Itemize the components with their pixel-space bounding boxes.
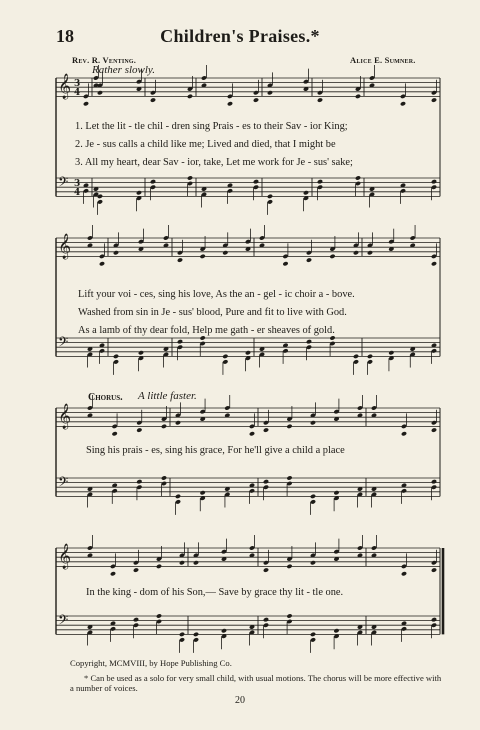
notehead: [306, 257, 312, 262]
system4-chorus: In the king - dom of his Son,— Save by grace thy lit - tle one.: [86, 587, 344, 598]
notehead: [110, 571, 116, 576]
notehead: [113, 354, 119, 359]
notehead: [179, 560, 185, 565]
notehead: [333, 628, 339, 633]
notehead: [317, 179, 323, 184]
system3-chorus: Sing his prais - es, sing his grace, For he'll give a child a place: [86, 445, 345, 456]
notehead: [253, 97, 259, 102]
notehead: [431, 427, 437, 432]
treble-clef: 𝄞: [58, 234, 72, 259]
notehead: [150, 179, 156, 184]
system2-verse3: As a lamb of thy dear fold, Help me gath - er sheaves of gold.: [78, 325, 335, 336]
notehead: [156, 613, 162, 618]
notehead: [431, 617, 437, 622]
bass-clef: 𝄢: [58, 474, 69, 493]
notehead: [353, 250, 359, 255]
notehead: [193, 632, 199, 637]
notehead: [161, 424, 167, 429]
notehead: [401, 431, 407, 436]
notehead: [310, 420, 316, 425]
notehead: [227, 101, 233, 106]
notehead: [97, 90, 103, 95]
notehead: [221, 628, 227, 633]
notehead: [156, 564, 162, 569]
time-signature-top: 3: [74, 179, 81, 189]
lyricist-credit: Alice E. Sumner.: [350, 55, 416, 65]
notehead: [99, 261, 105, 266]
notehead: [263, 479, 269, 484]
notehead: [401, 571, 407, 576]
notehead: [177, 257, 183, 262]
system2-verse1: Lift your voi - ces, sing his love, As the an - gel - ic choir a - bove.: [78, 289, 355, 300]
notehead: [193, 560, 199, 565]
notehead: [431, 261, 437, 266]
notehead: [329, 254, 335, 259]
notehead: [267, 194, 273, 199]
bass-clef: 𝄢: [58, 334, 69, 353]
notehead: [333, 490, 339, 495]
chorus-label: Chorus.: [88, 392, 123, 403]
notehead: [263, 427, 269, 432]
notehead: [200, 254, 206, 259]
notehead: [133, 567, 139, 572]
notehead: [286, 564, 292, 569]
treble-clef: 𝄞: [58, 544, 72, 569]
notehead: [388, 350, 394, 355]
system1-verse2: 2. Je - sus calls a child like me; Lived and died, that I might be: [75, 139, 336, 150]
notehead: [136, 190, 142, 195]
notehead: [317, 97, 323, 102]
notehead: [310, 494, 316, 499]
notehead: [175, 420, 181, 425]
notehead: [353, 354, 359, 359]
notehead: [263, 567, 269, 572]
notehead: [355, 175, 361, 180]
notehead: [431, 179, 437, 184]
composer-credit: Rev. R. Venting.: [72, 55, 137, 65]
chorus-tempo: A little faster.: [138, 390, 197, 402]
notehead: [133, 617, 139, 622]
notehead: [310, 632, 316, 637]
notehead: [400, 101, 406, 106]
notehead: [200, 490, 206, 495]
treble-clef: 𝄞: [58, 404, 72, 429]
notehead: [253, 179, 259, 184]
page-number: 20: [235, 695, 245, 706]
time-signature-bottom: 4: [74, 88, 81, 98]
notehead: [245, 350, 251, 355]
notehead: [355, 94, 361, 99]
hymn-title: Children's Praises.*: [160, 26, 320, 46]
system1-verse3: 3. All my heart, dear Sav - ior, take, Let me work for Je - sus' sake;: [75, 157, 353, 168]
time-signature-top: 3: [74, 79, 81, 89]
notehead: [113, 250, 119, 255]
tempo-marking: Rather slowly.: [92, 64, 155, 76]
notehead: [175, 494, 181, 499]
notehead: [310, 560, 316, 565]
footnote: * Can be used as a solo for very small child, with usual motions. The chorus will be more effective with a number of voices.: [70, 673, 442, 693]
system2-verse2: Washed from sin in Je - sus' blood, Pure and fit to live with God.: [78, 307, 347, 318]
notehead: [249, 431, 255, 436]
notehead: [136, 427, 142, 432]
notehead: [286, 424, 292, 429]
hymn-number: 18: [56, 26, 74, 46]
notehead: [138, 350, 144, 355]
notehead: [367, 250, 373, 255]
notehead: [431, 479, 437, 484]
notehead: [187, 94, 193, 99]
notehead: [222, 250, 228, 255]
time-signature-bottom: 4: [74, 188, 81, 198]
notehead: [267, 90, 273, 95]
bass-clef: 𝄢: [58, 612, 69, 631]
system1-verse1: 1. Let the lit - tle chil - dren sing Prais - es to their Sav - ior King;: [75, 121, 348, 132]
notehead: [112, 431, 118, 436]
notehead: [263, 617, 269, 622]
notehead: [286, 613, 292, 618]
notehead: [161, 475, 167, 480]
notehead: [222, 354, 228, 359]
notehead: [431, 567, 437, 572]
notehead: [286, 475, 292, 480]
notehead: [179, 632, 185, 637]
notehead: [431, 97, 437, 102]
notehead: [367, 354, 373, 359]
notehead: [150, 97, 156, 102]
notehead: [303, 190, 309, 195]
notehead: [187, 175, 193, 180]
treble-clef: 𝄞: [58, 74, 72, 99]
copyright: Copyright, MCMVIII, by Hope Publishing Co.: [70, 658, 232, 668]
notehead: [83, 101, 89, 106]
notehead: [282, 261, 288, 266]
notehead: [136, 479, 142, 484]
bass-clef: 𝄢: [58, 174, 69, 193]
